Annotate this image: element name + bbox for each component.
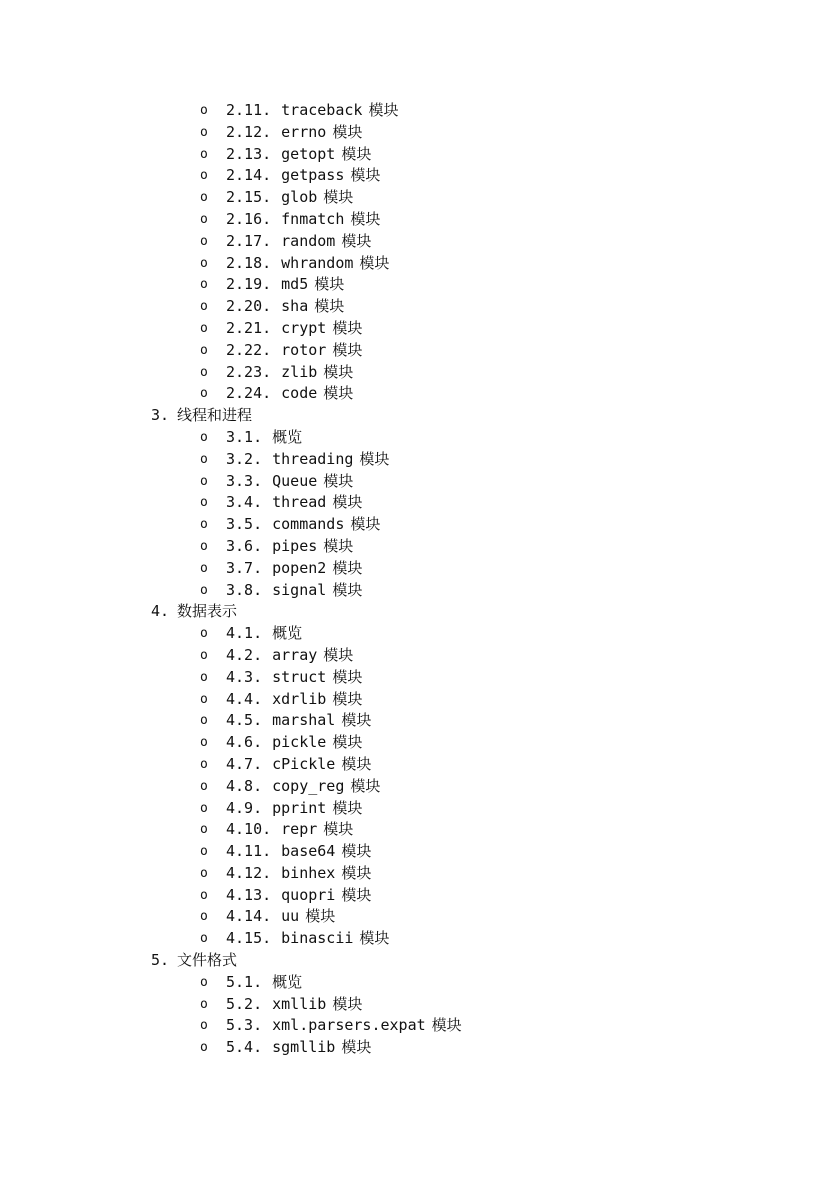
toc-entry[interactable] [0, 100, 834, 122]
bullet-icon: o [200, 103, 208, 118]
toc-entry[interactable] [0, 710, 834, 732]
toc-entry[interactable] [0, 841, 834, 863]
entry-number: 4.8. [226, 776, 263, 795]
toc-entry[interactable] [0, 536, 834, 558]
entry-name: random [281, 231, 336, 250]
entry-number: 3.2. [226, 449, 263, 468]
toc-entry[interactable] [0, 296, 834, 318]
bullet-icon: o [200, 473, 208, 489]
toc-entry[interactable] [0, 580, 834, 602]
entry-number: 3. [151, 406, 170, 425]
bullet-icon: o [200, 538, 208, 554]
entry-suffix: 模块 [341, 754, 372, 773]
entry-number: 2.24. [226, 384, 272, 403]
toc-entry[interactable] [0, 318, 834, 340]
entry-suffix: 模块 [332, 798, 363, 817]
toc-entry[interactable] [0, 1015, 834, 1037]
entry-suffix: 模块 [359, 253, 390, 272]
entry-number: 4.9. [226, 798, 263, 817]
entry-number: 4. [151, 602, 170, 621]
entry-number: 3.1. [226, 427, 263, 446]
entry-number: 3.5. [226, 515, 263, 534]
bullet-icon: o [200, 1040, 208, 1056]
bullet-icon: o [200, 255, 208, 271]
entry-suffix: 模块 [341, 863, 372, 882]
bullet-icon: o [200, 735, 208, 751]
bullet-icon: o [200, 386, 208, 402]
entry-suffix: 模块 [332, 580, 363, 599]
entry-number: 2.15. [226, 188, 272, 207]
toc-entry[interactable] [0, 274, 834, 296]
entry-name: sha [281, 297, 309, 316]
bullet-icon: o [200, 517, 208, 533]
section-title: 线程和进程 [177, 406, 253, 425]
toc-entry[interactable] [0, 492, 834, 514]
toc-entry[interactable] [0, 754, 834, 776]
entry-number: 2.22. [226, 340, 272, 359]
entry-number: 2.12. [226, 122, 272, 141]
entry-suffix: 模块 [341, 842, 372, 861]
entry-number: 3.4. [226, 493, 263, 512]
section-title: 文件格式 [177, 951, 238, 970]
toc-entry[interactable] [0, 732, 834, 754]
entry-number: 4.4. [226, 689, 263, 708]
entry-suffix: 模块 [350, 776, 381, 795]
entry-suffix: 模块 [332, 318, 363, 337]
entry-name: glob [281, 188, 318, 207]
entry-name: Queue [272, 471, 318, 490]
toc-entry[interactable] [0, 383, 834, 405]
entry-suffix: 模块 [332, 558, 363, 577]
entry-number: 4.6. [226, 733, 263, 752]
entry-name: 概览 [272, 624, 303, 643]
entry-name: md5 [281, 275, 309, 294]
toc-entry[interactable] [0, 427, 834, 449]
entry-suffix: 模块 [305, 907, 336, 926]
entry-suffix: 模块 [332, 733, 363, 752]
entry-number: 4.14. [226, 907, 272, 926]
entry-name: 概览 [272, 427, 303, 446]
entry-name: pickle [272, 733, 327, 752]
toc-entry[interactable] [0, 623, 834, 645]
entry-name: zlib [281, 362, 318, 381]
bullet-icon: o [200, 822, 208, 838]
entry-suffix: 模块 [314, 275, 345, 294]
entry-name: rotor [281, 340, 327, 359]
entry-suffix: 模块 [332, 122, 363, 141]
entry-number: 4.7. [226, 754, 263, 773]
entry-number: 3.7. [226, 558, 263, 577]
entry-name: getopt [281, 144, 336, 163]
entry-name: traceback [281, 101, 363, 119]
entry-name: pprint [272, 798, 327, 817]
entry-number: 2.11. [226, 101, 272, 119]
entry-suffix: 模块 [323, 820, 354, 839]
bullet-icon: o [200, 364, 208, 380]
entry-name: popen2 [272, 558, 327, 577]
bullet-icon: o [200, 1018, 208, 1034]
toc-entry[interactable] [0, 362, 834, 384]
entry-suffix: 模块 [323, 188, 354, 207]
entry-suffix: 模块 [332, 340, 363, 359]
toc-entry[interactable] [0, 1037, 834, 1059]
entry-number: 4.5. [226, 711, 263, 730]
toc-entry[interactable] [0, 645, 834, 667]
entry-suffix: 模块 [359, 449, 390, 468]
bullet-icon: o [200, 647, 208, 663]
toc-entry[interactable] [0, 558, 834, 580]
toc-entry[interactable] [0, 885, 834, 907]
bullet-icon: o [200, 865, 208, 881]
entry-suffix: 模块 [332, 667, 363, 686]
toc-entry[interactable] [0, 667, 834, 689]
bullet-icon: o [200, 190, 208, 206]
entry-suffix: 模块 [323, 384, 354, 403]
entry-number: 5.4. [226, 1038, 263, 1057]
bullet-icon: o [200, 669, 208, 685]
bullet-icon: o [200, 233, 208, 249]
toc-entry[interactable] [0, 253, 834, 275]
entry-name: base64 [281, 842, 336, 861]
entry-number: 2.14. [226, 166, 272, 185]
bullet-icon: o [200, 277, 208, 293]
bullet-icon: o [200, 844, 208, 860]
toc-entry[interactable] [0, 165, 834, 187]
toc-entry[interactable] [0, 798, 834, 820]
entry-number: 5.3. [226, 1016, 263, 1035]
entry-name: whrandom [281, 253, 354, 272]
entry-name: quopri [281, 885, 336, 904]
entry-number: 2.19. [226, 275, 272, 294]
entry-suffix: 模块 [323, 645, 354, 664]
entry-name: xdrlib [272, 689, 327, 708]
toc-entry[interactable] [0, 819, 834, 841]
bullet-icon: o [200, 582, 208, 598]
entry-number: 2.23. [226, 362, 272, 381]
bullet-icon: o [200, 495, 208, 511]
entry-suffix: 模块 [341, 711, 372, 730]
entry-number: 2.13. [226, 144, 272, 163]
entry-name: struct [272, 667, 327, 686]
entry-number: 4.1. [226, 624, 263, 643]
toc-entry[interactable] [0, 776, 834, 798]
entry-name: getpass [281, 166, 345, 185]
bullet-icon: o [200, 560, 208, 576]
bullet-icon: o [200, 909, 208, 925]
entry-suffix: 模块 [341, 144, 372, 163]
entry-suffix: 模块 [323, 536, 354, 555]
bullet-icon: o [200, 756, 208, 772]
entry-name: pipes [272, 536, 318, 555]
table-of-contents [0, 100, 834, 1059]
entry-suffix: 模块 [323, 362, 354, 381]
entry-suffix: 模块 [332, 689, 363, 708]
toc-entry[interactable] [0, 906, 834, 928]
entry-name: 概览 [272, 972, 303, 991]
entry-number: 2.21. [226, 318, 272, 337]
bullet-icon: o [200, 429, 208, 445]
entry-name: uu [281, 907, 300, 926]
entry-suffix: 模块 [323, 471, 354, 490]
entry-suffix: 模块 [332, 493, 363, 512]
entry-name: threading [272, 449, 354, 468]
bullet-icon: o [200, 146, 208, 162]
entry-number: 4.11. [226, 842, 272, 861]
entry-name: copy_reg [272, 776, 345, 795]
entry-number: 2.17. [226, 231, 272, 250]
toc-entry[interactable] [0, 994, 834, 1016]
toc-entry[interactable] [0, 231, 834, 253]
section-heading[interactable] [0, 405, 834, 427]
toc-entry[interactable] [0, 209, 834, 231]
toc-entry[interactable] [0, 340, 834, 362]
entry-number: 4.10. [226, 820, 272, 839]
bullet-icon: o [200, 931, 208, 947]
entry-suffix: 模块 [341, 885, 372, 904]
entry-name: sgmllib [272, 1038, 336, 1057]
entry-number: 2.18. [226, 253, 272, 272]
entry-name: signal [272, 580, 327, 599]
toc-entry[interactable] [0, 144, 834, 166]
entry-number: 4.12. [226, 863, 272, 882]
entry-suffix: 模块 [341, 231, 372, 250]
toc-entry[interactable] [0, 514, 834, 536]
bullet-icon: o [200, 124, 208, 140]
bullet-icon: o [200, 168, 208, 184]
entry-name: commands [272, 515, 345, 534]
toc-entry[interactable] [0, 863, 834, 885]
bullet-icon: o [200, 451, 208, 467]
entry-suffix: 模块 [350, 515, 381, 534]
entry-name: array [272, 645, 318, 664]
entry-suffix: 模块 [332, 994, 363, 1013]
bullet-icon: o [200, 778, 208, 794]
entry-name: binascii [281, 929, 354, 948]
toc-entry[interactable] [0, 471, 834, 493]
entry-number: 3.6. [226, 536, 263, 555]
toc-entry[interactable] [0, 689, 834, 711]
bullet-icon: o [200, 211, 208, 227]
bullet-icon: o [200, 691, 208, 707]
bullet-icon: o [200, 713, 208, 729]
entry-number: 2.20. [226, 297, 272, 316]
entry-name: errno [281, 122, 327, 141]
bullet-icon: o [200, 887, 208, 903]
entry-name: repr [281, 820, 318, 839]
toc-entry[interactable] [0, 122, 834, 144]
bullet-icon: o [200, 299, 208, 315]
entry-number: 5. [151, 951, 170, 970]
bullet-icon: o [200, 320, 208, 336]
entry-number: 4.13. [226, 885, 272, 904]
toc-entry[interactable] [0, 928, 834, 950]
entry-number: 4.3. [226, 667, 263, 686]
entry-suffix: 模块 [368, 101, 399, 119]
toc-entry[interactable] [0, 449, 834, 471]
bullet-icon: o [200, 996, 208, 1012]
section-heading[interactable] [0, 601, 834, 623]
entry-name: marshal [272, 711, 336, 730]
entry-name: xmllib [272, 994, 327, 1013]
entry-name: xml.parsers.expat [272, 1016, 426, 1035]
entry-number: 4.15. [226, 929, 272, 948]
entry-number: 4.2. [226, 645, 263, 664]
entry-suffix: 模块 [431, 1016, 462, 1035]
entry-name: code [281, 384, 318, 403]
entry-number: 3.3. [226, 471, 263, 490]
entry-suffix: 模块 [314, 297, 345, 316]
entry-name: crypt [281, 318, 327, 337]
section-title: 数据表示 [177, 602, 238, 621]
toc-entry[interactable] [0, 187, 834, 209]
entry-name: thread [272, 493, 327, 512]
toc-entry[interactable] [0, 972, 834, 994]
entry-number: 2.16. [226, 209, 272, 228]
entry-suffix: 模块 [350, 166, 381, 185]
entry-number: 3.8. [226, 580, 263, 599]
entry-suffix: 模块 [359, 929, 390, 948]
entry-name: fnmatch [281, 209, 345, 228]
entry-name: binhex [281, 863, 336, 882]
bullet-icon: o [200, 626, 208, 642]
entry-number: 5.1. [226, 972, 263, 991]
bullet-icon: o [200, 342, 208, 358]
entry-suffix: 模块 [341, 1038, 372, 1057]
entry-name: cPickle [272, 754, 336, 773]
bullet-icon: o [200, 974, 208, 990]
entry-number: 5.2. [226, 994, 263, 1013]
bullet-icon: o [200, 800, 208, 816]
section-heading[interactable] [0, 950, 834, 972]
entry-suffix: 模块 [350, 209, 381, 228]
